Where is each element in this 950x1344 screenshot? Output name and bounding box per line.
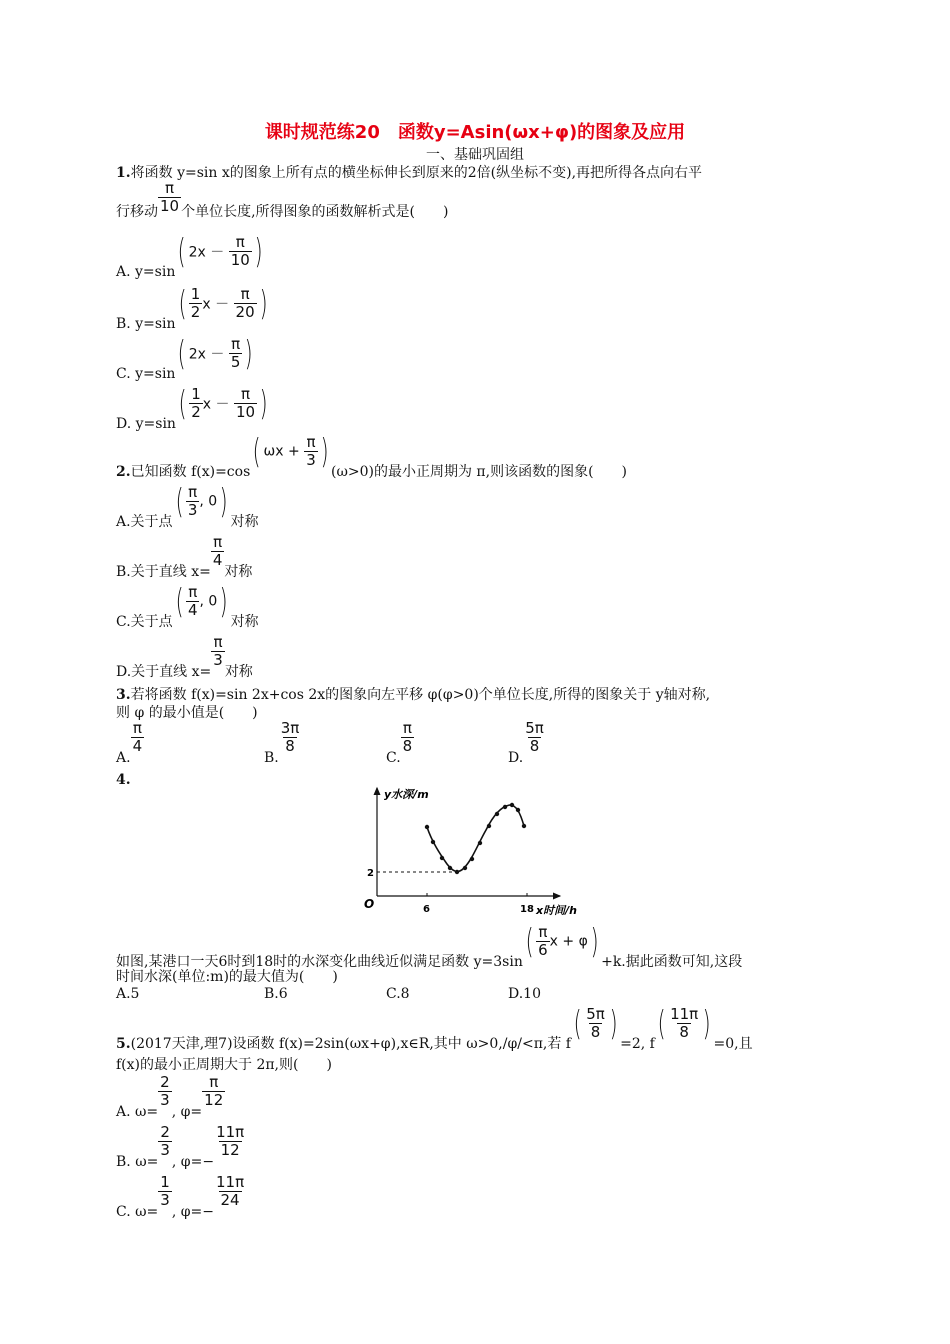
- q3-option-a: A. $\frac{\pi}{4}$: [116, 719, 143, 766]
- q1-option-c: C. y=sin( 2x － $\frac{\pi}{5}$ ): [116, 333, 253, 382]
- q3-option-d: D. $\frac{5\pi}{8}$: [508, 719, 544, 766]
- data-point: [455, 870, 459, 874]
- q1-stem-line1: [116, 162, 702, 182]
- q4-stem-line2: 时间水深(单位:m)的最大值为( ): [116, 969, 338, 985]
- q4-option-c: C.8: [386, 986, 410, 1002]
- data-point: [503, 805, 507, 809]
- origin-label: O: [364, 897, 375, 911]
- q1-option-b: B. y=sin( $\frac{1}{2}$ x － $\frac{\pi}{20}$ ): [116, 283, 268, 332]
- x-tick-label-18: 18: [520, 904, 534, 915]
- q5-number: 5.: [116, 1035, 131, 1052]
- q2-option-b: B.关于直线 x= $\frac{\pi}{4}$ 对称: [116, 533, 253, 580]
- q5-option-a: A. ω= $\frac{2}{3}$ , φ= $\frac{\pi}{12}$: [116, 1073, 224, 1120]
- q3-stem-line1: 3.若将函数 f(x)=sin 2x+cos 2x的图象向左平移 φ(φ>0)个单位长度,所得的图象关于 y轴对称,: [116, 687, 711, 703]
- data-point: [495, 812, 499, 816]
- q4-option-b: B.6: [264, 986, 288, 1002]
- q1-number: 1.: [116, 165, 131, 181]
- page-title: 课时规范练20 函数y=Asin(ωx+φ)的图象及应用: [264, 122, 686, 143]
- q1-option-d: D. y=sin( $\frac{1}{2}$ x － $\frac{\pi}{10}$ ): [116, 383, 268, 432]
- data-point: [425, 825, 429, 829]
- q4-number: 4.: [116, 772, 131, 788]
- data-point: [440, 856, 444, 860]
- q1-stem1: 将函数 y=sin x的图象上所有点的横坐标伸长到原来的2倍(纵坐标不变),再把所得各点向右平: [130, 165, 703, 181]
- q1-shift-fraction: $\frac{\pi}{10}$: [160, 179, 180, 215]
- data-point: [516, 808, 520, 812]
- data-point: [487, 824, 491, 828]
- q3-stem-line2: 则 φ 的最小值是( ): [116, 705, 258, 721]
- data-point: [463, 866, 467, 870]
- section-heading: 一、基础巩固组: [426, 147, 524, 163]
- data-point: [510, 803, 514, 807]
- q5-stem-line1: 5.(2017天津,理7)设函数 f(x)=2sin(ωx+φ),x∈R,其中 ω>0,/φ/<π,若 f( $\frac{5\pi}{8}$ ) =2, f( $\frac{11\pi}{8}$ ) =0,且: [116, 1003, 753, 1052]
- q1-stem2b: 个单位长度,所得图象的函数解析式是( ): [181, 203, 449, 220]
- q4-stem-line1: 如图,某港口一天6时到18时的水深变化曲线近似满足函数 y=3sin( $\frac{\pi}{6}$ x + φ) +k.据此函数可知,这段: [116, 921, 743, 970]
- data-point: [470, 857, 474, 861]
- depth-curve: [427, 805, 524, 871]
- y-axis-label: y水深/m: [384, 788, 429, 801]
- q5-option-b: B. ω= $\frac{2}{3}$ , φ=− $\frac{11\pi}{12}$: [116, 1123, 245, 1170]
- q2-option-d: D.关于直线 x= $\frac{\pi}{3}$ 对称: [116, 633, 253, 680]
- data-point: [448, 866, 452, 870]
- x-tick-label-6: 6: [423, 904, 430, 915]
- q2-stem: 2.已知函数 f(x)=cos( ωx + $\frac{\pi}{3}$ ) (ω>0)的最小正周期为 π,则该函数的图象( ): [116, 431, 628, 480]
- data-points: [425, 803, 526, 874]
- q2-option-a: A.关于点( $\frac{\pi}{3}$ , 0) 对称: [116, 481, 259, 530]
- q3-option-c: C. $\frac{\pi}{8}$: [386, 719, 413, 766]
- data-point: [522, 824, 526, 828]
- water-depth-graph: [360, 780, 590, 920]
- q3-option-b: B. $\frac{3\pi}{8}$: [264, 719, 300, 766]
- data-point: [478, 841, 482, 845]
- q5-stem-line2: f(x)的最小正周期大于 2π,则( ): [116, 1057, 332, 1073]
- q5-option-c: C. ω= $\frac{1}{3}$ , φ=− $\frac{11\pi}{24}$: [116, 1173, 245, 1220]
- q4-option-a: A.5: [116, 986, 140, 1002]
- x-axis-label: x时间/h: [536, 904, 577, 917]
- q2-option-c: C.关于点( $\frac{\pi}{4}$ , 0) 对称: [116, 581, 259, 630]
- q1-option-a: A. y=sin( 2x － $\frac{\pi}{10}$ ): [116, 231, 263, 280]
- q4-option-d: D.10: [508, 986, 541, 1002]
- q1-stem-line2: [116, 179, 449, 220]
- q3-number: 3.: [116, 687, 131, 703]
- q2-number: 2.: [116, 463, 131, 480]
- q1-stem2a: 行移动: [116, 203, 158, 220]
- y-tick-label-2: 2: [367, 868, 374, 879]
- data-point: [431, 840, 435, 844]
